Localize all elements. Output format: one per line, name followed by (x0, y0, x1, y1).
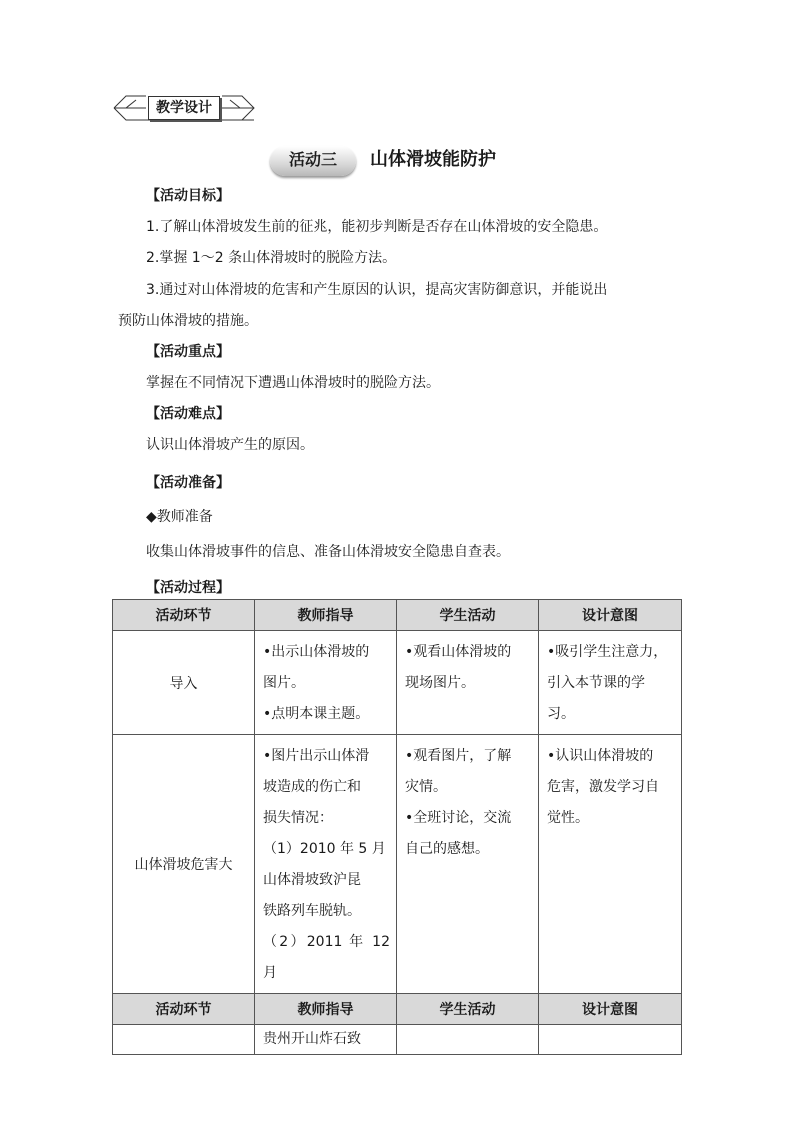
process-table (112, 599, 682, 1055)
student-cell (397, 1025, 539, 1055)
student-cell (397, 631, 539, 735)
prep-sub: ◆教师准备 (146, 509, 213, 525)
student-line: •全班讨论，交流 (405, 810, 512, 826)
teacher-line: （2）2011 年 12月 (263, 934, 390, 981)
teacher-cell (255, 735, 397, 994)
student-line: 自己的感想。 (405, 841, 489, 857)
intent-line: 习。 (547, 706, 575, 722)
focus-heading: 【活动重点】 (146, 344, 230, 360)
section-tab (112, 92, 256, 124)
teacher-cell (255, 631, 397, 735)
intent-line: 危害，激发学习自 (547, 779, 659, 795)
activity-title-text: 山体滑坡能防护 (370, 149, 496, 170)
column-header: 教师指导 (255, 600, 397, 631)
column-header: 活动环节 (113, 600, 255, 631)
teacher-line: •图片出示山体滑 (263, 748, 370, 764)
teacher-line: 贵州开山炸石致 (263, 1031, 361, 1047)
stage-label: 导入 (169, 675, 198, 692)
table-row (113, 735, 682, 994)
stage-cell (113, 735, 255, 994)
column-header: 教师指导 (255, 994, 397, 1025)
student-line: 现场图片。 (405, 675, 475, 691)
teacher-line: •出示山体滑坡的 (263, 644, 370, 660)
column-header: 设计意图 (539, 600, 682, 631)
activity-badge: 活动三 (270, 146, 356, 176)
column-header: 活动环节 (113, 994, 255, 1025)
student-line: •观看山体滑坡的 (405, 644, 512, 660)
teacher-line: （1）2010 年 5 月 (263, 841, 386, 857)
goal-item-2: 2.掌握 1～2 条山体滑坡时的脱险方法。 (146, 250, 397, 266)
prep-text: 收集山体滑坡事件的信息、准备山体滑坡安全隐患自查表。 (146, 544, 510, 560)
stage-cell (113, 1025, 255, 1055)
difficulty-heading: 【活动难点】 (146, 406, 230, 422)
table-header-row (113, 600, 682, 631)
teacher-line: 铁路列车脱轨。 (263, 903, 361, 919)
intent-line: •认识山体滑坡的 (547, 748, 654, 764)
intent-line: •吸引学生注意力， (547, 644, 668, 660)
column-header: 设计意图 (539, 994, 682, 1025)
goal-item-3-cont: 预防山体滑坡的措施。 (118, 313, 258, 329)
teacher-line: 图片。 (263, 675, 305, 691)
teacher-line: 损失情况： (263, 810, 333, 826)
teacher-cell (255, 1025, 397, 1055)
goal-item-3: 3.通过对山体滑坡的危害和产生原因的认识，提高灾害防御意识，并能说出 (146, 282, 608, 298)
student-line: 灾情。 (405, 779, 447, 795)
intent-line: 觉性。 (547, 810, 589, 826)
student-cell (397, 735, 539, 994)
teacher-line: 山体滑坡致沪昆 (263, 872, 361, 888)
table-row (113, 631, 682, 735)
column-header: 学生活动 (397, 994, 539, 1025)
table-row (113, 1025, 682, 1055)
stage-label: 山体滑坡危害大 (134, 857, 233, 873)
focus-text: 掌握在不同情况下遭遇山体滑坡时的脱险方法。 (146, 375, 440, 391)
goals-heading: 【活动目标】 (146, 188, 230, 204)
intent-cell (539, 631, 682, 735)
teacher-line: 坡造成的伤亡和 (263, 779, 361, 795)
intent-cell (539, 735, 682, 994)
difficulty-text: 认识山体滑坡产生的原因。 (146, 437, 314, 453)
goal-item-1: 1.了解山体滑坡发生前的征兆，能初步判断是否存在山体滑坡的安全隐患。 (146, 219, 608, 235)
process-heading: 【活动过程】 (146, 580, 230, 596)
intent-line: 引入本节课的学 (547, 675, 645, 691)
section-tab-label: 教学设计 (148, 96, 220, 120)
column-header: 学生活动 (397, 600, 539, 631)
student-line: •观看图片，了解 (405, 748, 512, 764)
prep-heading: 【活动准备】 (146, 475, 230, 491)
stage-cell (113, 631, 255, 735)
intent-cell (539, 1025, 682, 1055)
table-header-row-repeat (113, 994, 682, 1025)
teacher-line: •点明本课主题。 (263, 706, 370, 722)
